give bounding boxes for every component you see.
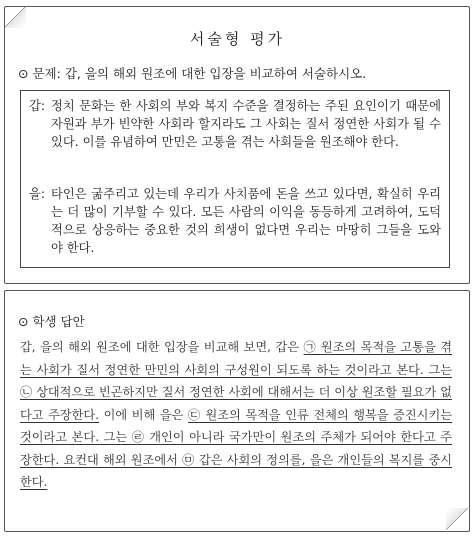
answer-sentence-5: 요컨대 해외 원조에서 ㉤ 갑은 사회의 정의를, 을은 개인들의 복지를 중시한다.: [20, 452, 452, 489]
answer-heading: [18, 312, 85, 330]
position-eul: [29, 185, 441, 257]
bullet-icon: ⊙: [18, 314, 29, 329]
student-answer: [20, 336, 452, 494]
page-curl-bottom-right: [446, 508, 468, 530]
prompt-text: 문제: 갑, 을의 해외 원조에 대한 입장을 비교하여 서술하시오.: [32, 66, 367, 81]
answer-mid: 이에 비해 을은: [99, 407, 189, 422]
answer-sentence-4: 그는 ㉣ 개인이 아니라 국가만이 원조의 주체가 되어야 한다고 주장한다.: [20, 430, 452, 467]
answer-intro: 갑, 을의 해외 원조에 대한 입장을 비교해 보면, 갑은: [20, 340, 304, 354]
bullet-icon: ⊙: [18, 66, 29, 81]
position-label: 을:: [29, 187, 46, 201]
answer-sentence-2: 그는 ㉡ 상대적으로 빈곤하지만 질서 정연한 사회에 대해서는 더 이상 원조할 필요가 없다고 주장한다.: [20, 362, 452, 422]
answer-sentence-3: ㉢ 원조의 목적을 인류 전체의 행복을 증진시키는 것이라고 본다.: [20, 407, 453, 444]
answer-sentence-1: ㉠ 원조의 목적을 고통을 겪는 사회가 질서 정연한 만민의 사회의 구성원이 되도록 하는 것이라고 본다.: [20, 340, 452, 377]
position-text: 정치 문화는 한 사회의 부와 복지 수준을 결정하는 주된 요인이기 때문에 자원과 부가 빈약한 사회라 할지라도 그 사회는 질서 정연한 사회가 될 수 있다. 이를 유념하여 만민은 고통을 겪는 사회들을 원조해야 한다.: [51, 99, 441, 149]
position-label: 갑:: [29, 99, 46, 113]
page-curl-top-left: [4, 6, 26, 28]
page-title: 서술형 평가: [189, 30, 286, 48]
question-prompt: [18, 64, 366, 82]
position-gap: [29, 97, 441, 151]
positions-box: [20, 90, 450, 268]
position-text: 타인은 굶주리고 있는데 우리가 사치품에 돈을 쓰고 있다면, 확실히 우리는 더 많이 기부할 수 있다. 모든 사람의 이익을 동등하게 고려하여, 도덕적으로 상응하는 중요한 것의 희생이 없다면 우리는 마땅히 그들을 도와야 한다.: [51, 187, 441, 255]
answer-label: 학생 답안: [32, 314, 85, 329]
